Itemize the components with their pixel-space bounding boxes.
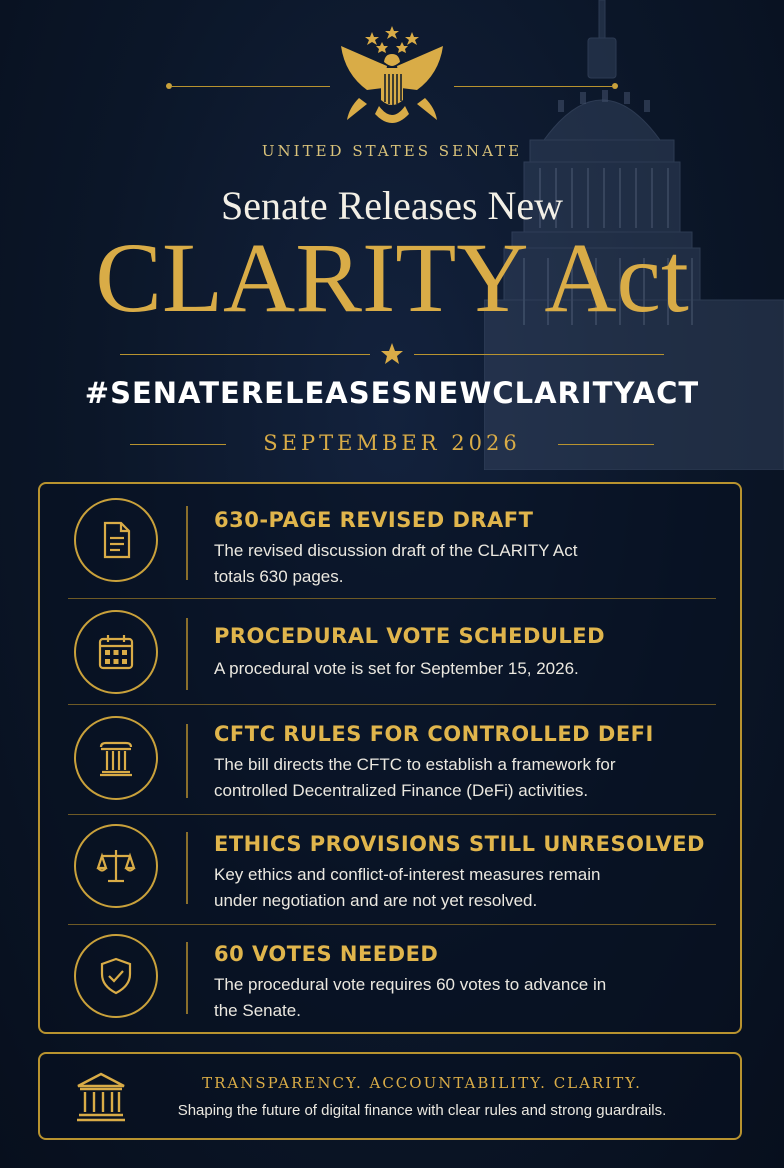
icon-badge: [74, 610, 158, 694]
date-label: SEPTEMBER 2026: [263, 431, 521, 455]
column-icon: [96, 738, 136, 778]
item-divider: [186, 506, 188, 580]
item-description: [214, 538, 684, 590]
icon-badge: [74, 498, 158, 582]
row-separator: [68, 814, 716, 815]
page-title: CLARITY Act: [95, 222, 689, 333]
icon-badge: [74, 716, 158, 800]
icon-badge: [74, 824, 158, 908]
item-description-line: controlled Decentralized Finance (DeFi) activities.: [214, 781, 589, 800]
footer-tagline: Shaping the future of digital finance with clear rules and strong guardrails.: [177, 1102, 667, 1119]
item-title: CFTC RULES FOR CONTROLLED DEFI: [214, 722, 654, 746]
item-title: PROCEDURAL VOTE SCHEDULED: [214, 624, 606, 648]
divider-top-left: [172, 86, 330, 87]
row-separator: [68, 924, 716, 925]
hashtag: #SENATERELEASESNEWCLARITYACT: [84, 376, 700, 410]
scales-icon: [96, 846, 136, 886]
divider-date-right: [558, 444, 654, 445]
star-icon: [380, 342, 404, 366]
item-title: ETHICS PROVISIONS STILL UNRESOLVED: [214, 832, 705, 856]
ornament-dot: [612, 83, 618, 89]
item-description-line: The bill directs the CFTC to establish a framework for: [214, 755, 616, 774]
row-separator: [68, 704, 716, 705]
item-title: 60 VOTES NEEDED: [214, 942, 439, 966]
icon-badge: [74, 934, 158, 1018]
footer-banner: [38, 1052, 742, 1140]
item-description: [214, 862, 684, 914]
divider-title-left: [120, 354, 370, 355]
institution-label: UNITED STATES SENATE: [261, 142, 523, 160]
item-divider: [186, 724, 188, 798]
calendar-icon: [96, 632, 136, 672]
item-divider: [186, 832, 188, 904]
headline: Senate Releases New: [220, 183, 564, 228]
item-description-line: the Senate.: [214, 1001, 301, 1020]
divider-title-right: [414, 354, 664, 355]
item-title: 630-PAGE REVISED DRAFT: [214, 508, 534, 532]
item-description-line: The revised discussion draft of the CLARITY Act: [214, 541, 578, 560]
row-separator: [68, 598, 716, 599]
item-description-line: A procedural vote is set for September 15, 2026.: [214, 659, 579, 678]
item-description-line: Key ethics and conflict-of-interest measures remain: [214, 865, 601, 884]
item-description-line: The procedural vote requires 60 votes to advance in: [214, 975, 607, 994]
item-description: [214, 656, 684, 682]
item-divider: [186, 942, 188, 1014]
item-description-line: totals 630 pages.: [214, 567, 344, 586]
footer-motto: TRANSPARENCY. ACCOUNTABILITY. CLARITY.: [202, 1074, 642, 1092]
key-points-panel: [38, 482, 742, 1034]
shield-check-icon: [96, 956, 136, 996]
item-description: [214, 752, 684, 804]
eagle-seal-icon: [337, 24, 447, 132]
item-description: [214, 972, 684, 1024]
item-divider: [186, 618, 188, 690]
item-description-line: under negotiation and are not yet resolved.: [214, 891, 538, 910]
document-icon: [96, 520, 136, 560]
divider-top-right: [454, 86, 612, 87]
